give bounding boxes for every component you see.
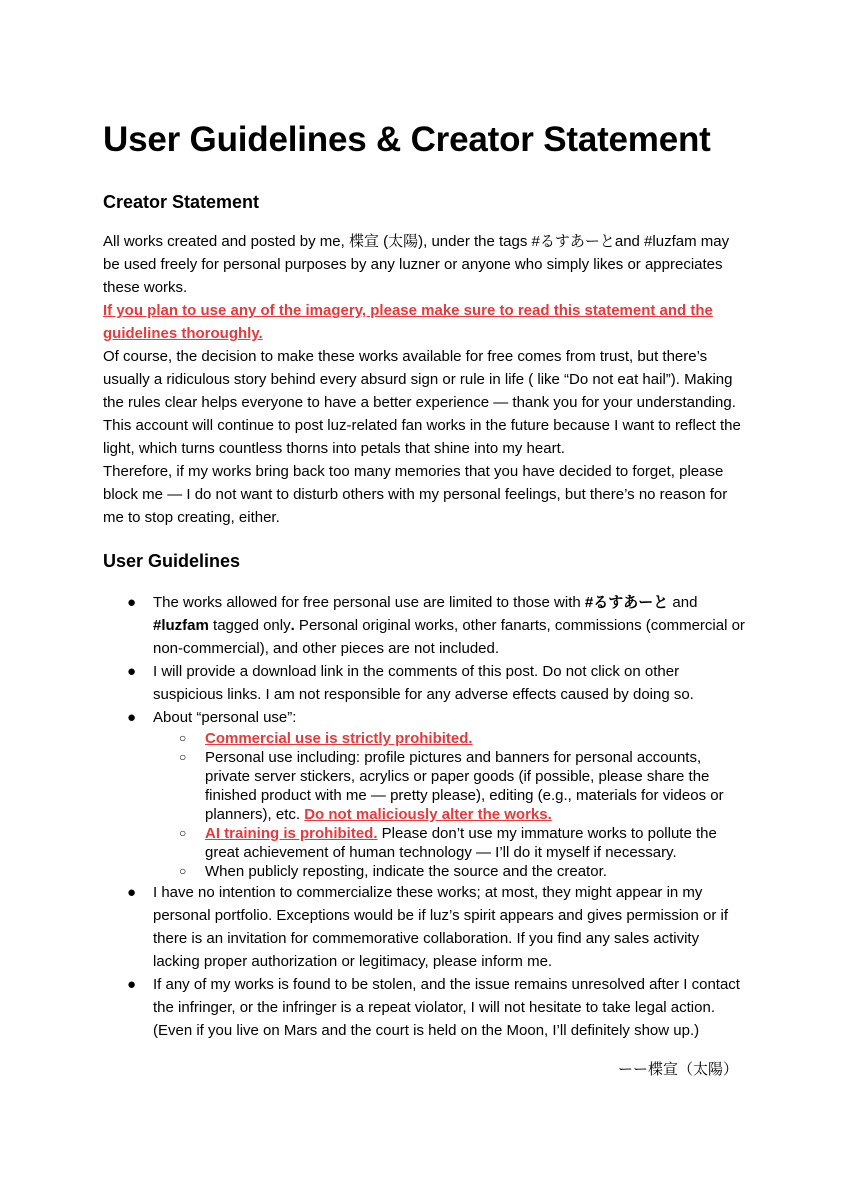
sub-list-item [103, 824, 745, 862]
personal-use-sublist [153, 729, 745, 881]
tag-luzfam: #luzfam [153, 617, 209, 634]
creator-paragraph-1: All works created and posted by me, 楪宣 (太陽), under the tags #るすあーとand #luzfam may be used freely for personal purposes by any luzner or anyone who simply likes or appreciates these works. [103, 233, 730, 296]
creator-paragraph-3: This account will continue to post luz-related fan works in the future because I want to reflect the light, which turns countless thorns into petals that shine into my heart. [103, 417, 741, 457]
bullet-icon: ● [127, 663, 137, 680]
list-item [103, 706, 745, 881]
creator-statement-heading: Creator Statement [103, 192, 260, 212]
guideline-text: Personal original works, other fanarts, commissions (commercial or non-commercial), and other pieces are not included. [153, 617, 745, 657]
guideline-text: About “personal use”: [153, 709, 297, 726]
creator-statement-body [103, 230, 745, 529]
guideline-text: I will provide a download link in the comments of this post. Do not click on other suspicious links. I am not responsible for any adverse effects caused by doing so. [153, 663, 694, 703]
list-item [103, 660, 745, 706]
sub-bullet-icon: ○ [179, 864, 187, 878]
guideline-period: . [290, 617, 295, 634]
guideline-text: Personal use including: profile pictures and banners for personal accounts, private server stickers, acrylics or paper goods (if possible, please share the finished product with me — pretty please), editing (e.g., materials for videos or planners), etc. [205, 749, 724, 823]
sub-bullet-icon: ○ [179, 731, 187, 745]
guideline-text: When publicly reposting, indicate the source and the creator. [205, 863, 607, 880]
ai-training-prohibited-warning: AI training is prohibited. [205, 825, 378, 842]
sub-bullet-icon: ○ [179, 750, 187, 764]
document-page [103, 118, 745, 1042]
guideline-text: Please don’t use my immature works to pollute the great achievement of human technology — I’ll do it myself if necessary. [205, 825, 717, 861]
guideline-text: and [668, 594, 698, 611]
tag-rusuart: #るすあーと [584, 594, 669, 611]
list-item [103, 881, 745, 973]
bullet-icon: ● [127, 709, 137, 726]
sub-bullet-icon: ○ [179, 826, 187, 840]
document-title: User Guidelines & Creator Statement [103, 120, 711, 159]
creator-paragraph-4: Therefore, if my works bring back too many memories that you have decided to forget, please block me — I do not want to disturb others with my personal feelings, but there’s no reason for me to stop creating, either. [103, 463, 728, 526]
list-item [103, 973, 745, 1042]
sub-list-item [103, 862, 745, 881]
signature: ーー楪宣（太陽） [617, 1061, 738, 1078]
do-not-alter-warning: Do not maliciously alter the works. [304, 806, 552, 823]
guideline-text: The works allowed for free personal use are limited to those with [153, 594, 585, 611]
guideline-text: I have no intention to commercialize these works; at most, they might appear in my personal portfolio. Exceptions would be if luz’s spirit appears and gives permission or if there is an invitation for commemorative collaboration. If you find any sales activity lacking proper authorization or legitimacy, please inform me. [153, 884, 729, 970]
bullet-icon: ● [127, 884, 137, 901]
creator-paragraph-2: Of course, the decision to make these works available for free comes from trust, but there’s usually a ridiculous story behind every absurd sign or rule in life ( like “Do not eat hail”). Making the rules clear helps everyone to have a better experience — thank you for your understanding. [103, 348, 736, 411]
sub-list-item [103, 729, 745, 748]
commercial-prohibited-warning: Commercial use is strictly prohibited. [205, 730, 473, 747]
read-thoroughly-warning: If you plan to use any of the imagery, please make sure to read this statement and the guidelines thoroughly. [103, 302, 713, 342]
sub-list-item [103, 748, 745, 824]
guideline-text: If any of my works is found to be stolen, and the issue remains unresolved after I contact the infringer, or the infringer is a repeat violator, I will not hesitate to take legal action. (Even if you live on Mars and the court is held on the Moon, I’ll definitely show up.) [153, 976, 740, 1039]
list-item [103, 591, 745, 660]
guideline-text: tagged only [208, 617, 291, 634]
bullet-icon: ● [127, 594, 137, 611]
user-guidelines-heading: User Guidelines [103, 551, 241, 571]
bullet-icon: ● [127, 976, 137, 993]
guidelines-list [103, 591, 745, 1042]
